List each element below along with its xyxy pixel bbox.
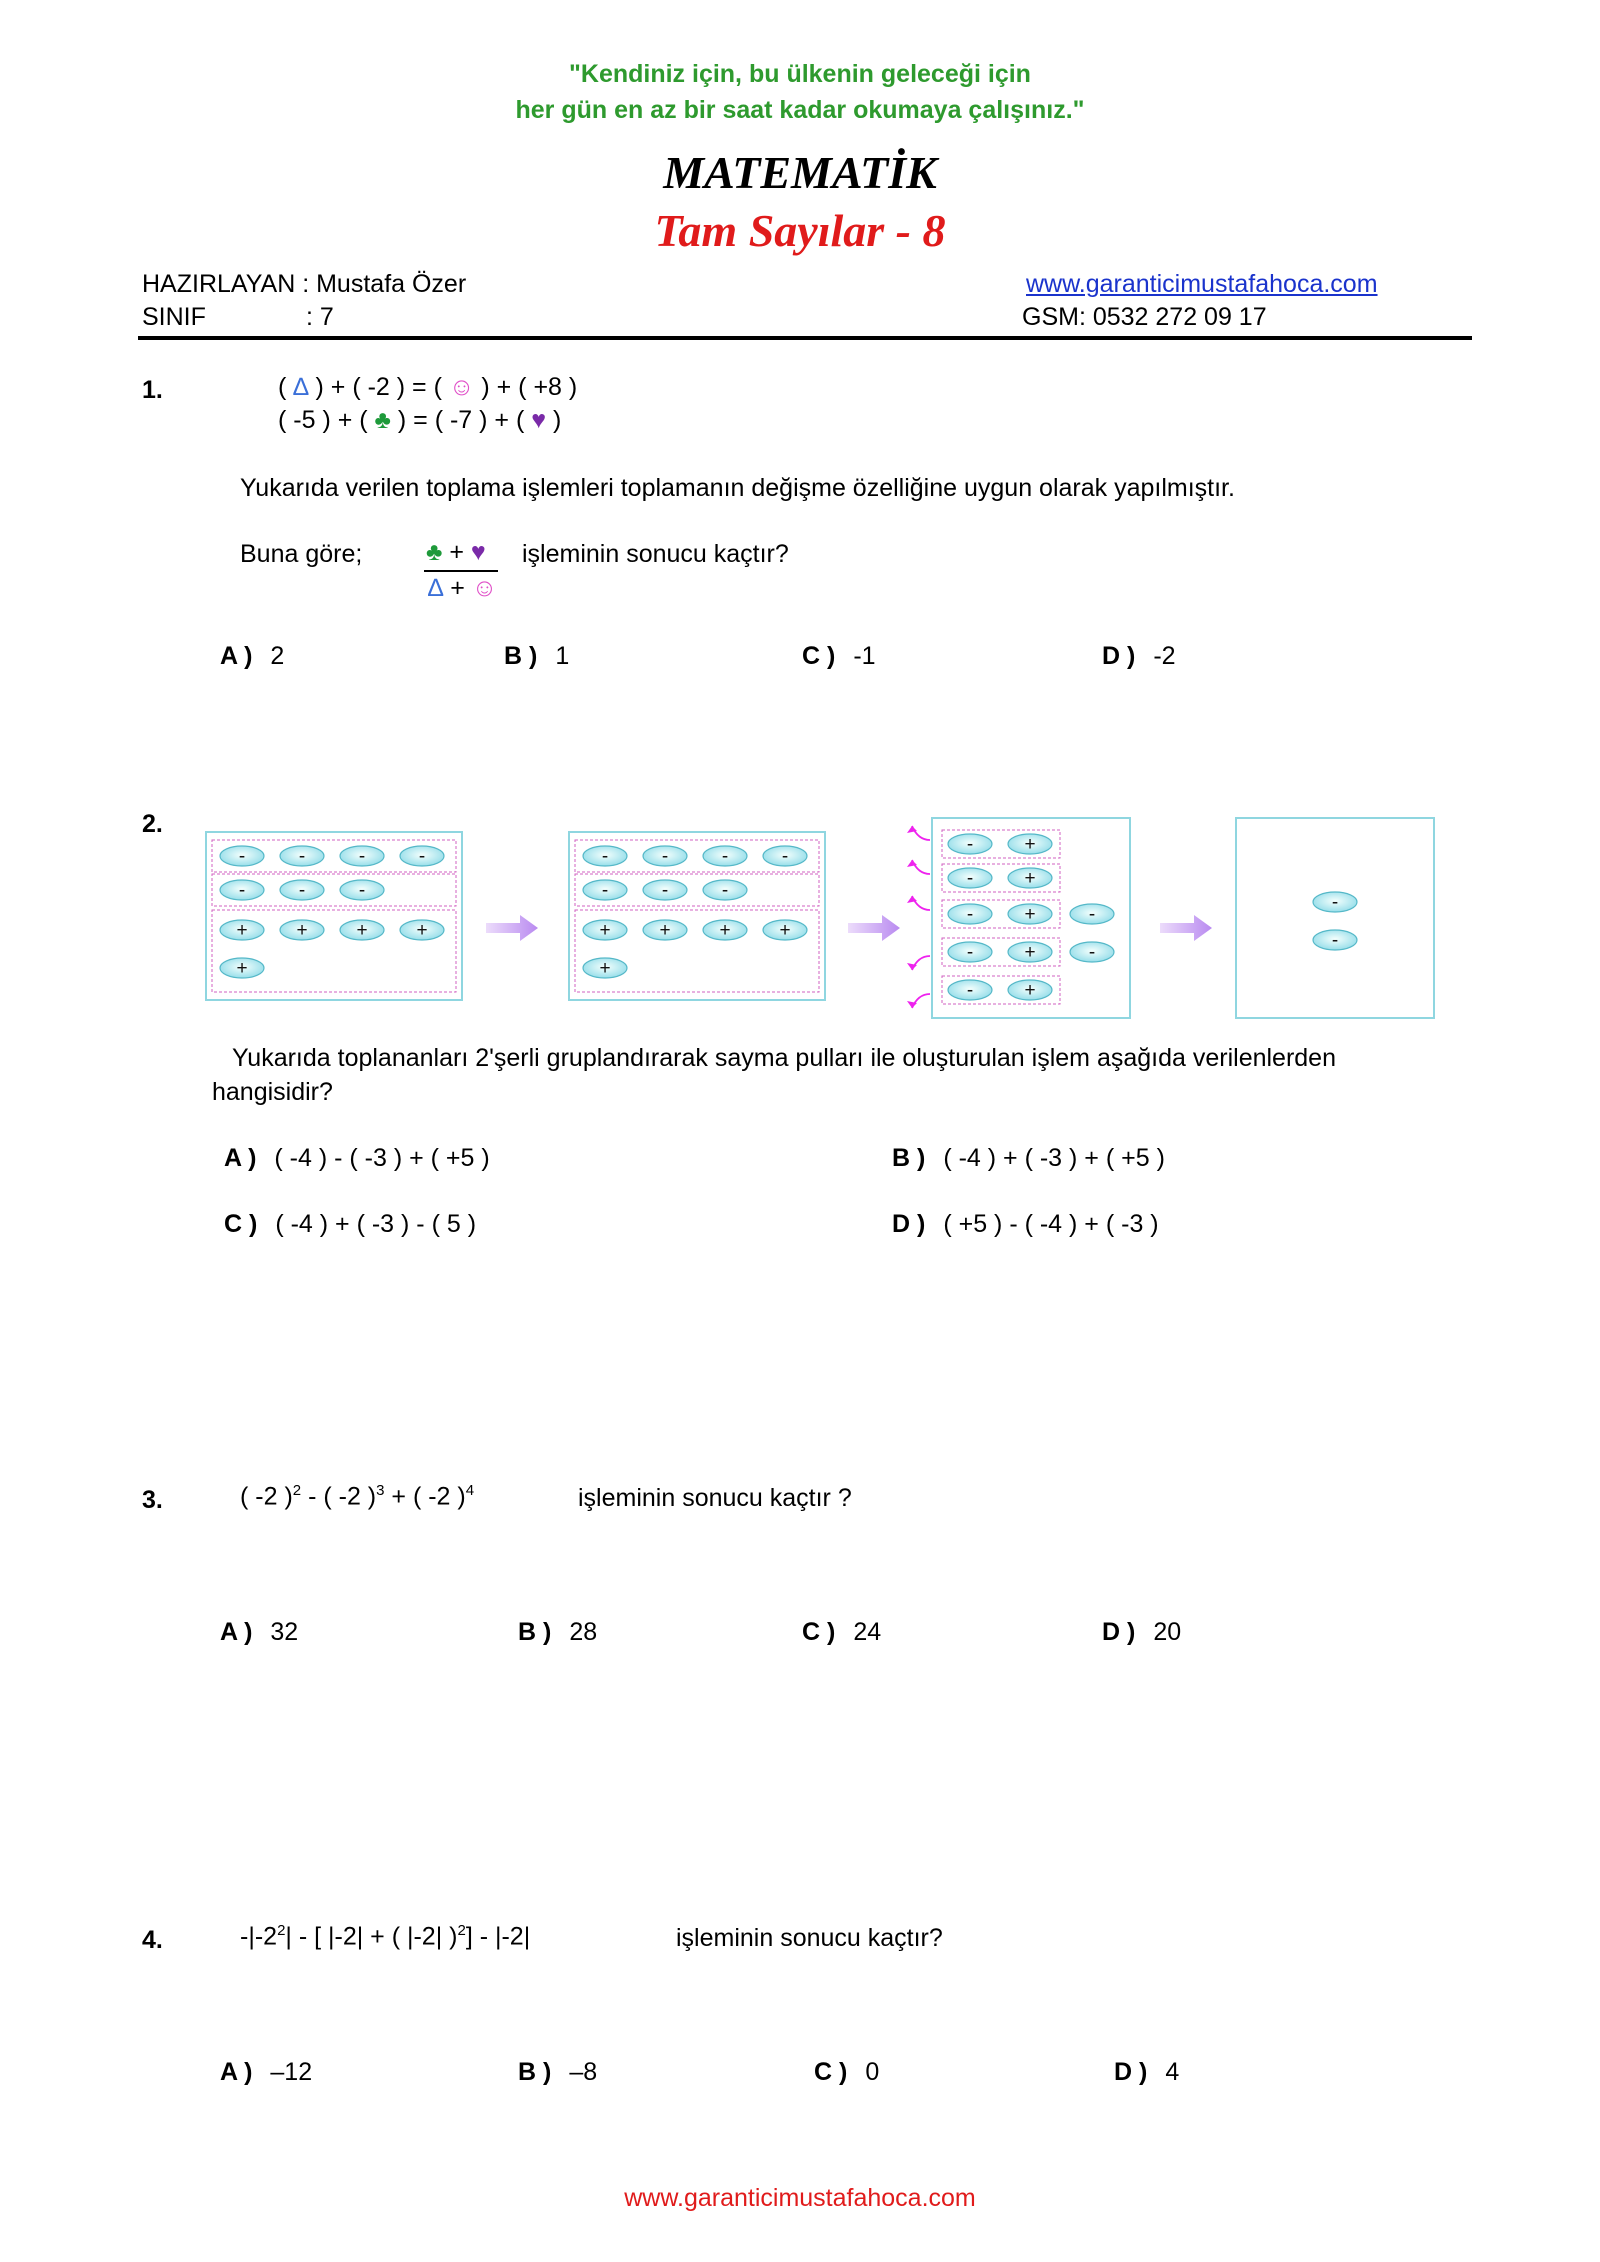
chip-sign-label: - (1088, 904, 1096, 925)
right-arrow-icon (848, 915, 900, 941)
chip-sign-label: - (238, 880, 246, 901)
question-number-2: 2. (142, 810, 163, 838)
chip-sign-label: + (779, 920, 791, 941)
curved-arrow-icon (912, 896, 930, 910)
gsm-number: GSM: 0532 272 09 17 (1022, 303, 1267, 331)
q2-text-line-2: hangisidir? (212, 1078, 333, 1106)
chip-sign-label: + (1024, 904, 1036, 925)
chip-sign-label: - (661, 846, 669, 867)
q3-option-c[interactable]: C ) 24 (802, 1618, 882, 1646)
chip-sign-label: + (599, 958, 611, 979)
chip-sign-label: - (661, 880, 669, 901)
question-number-4: 4. (142, 1926, 163, 1954)
chip-sign-label: + (659, 920, 671, 941)
counting-chips-diagram (190, 790, 1450, 1030)
chip-sign-label: - (721, 846, 729, 867)
q2-option-b[interactable]: B ) ( -4 ) + ( -3 ) + ( +5 ) (892, 1144, 1165, 1172)
q1-fraction-numerator: ♣ + ♥ (426, 538, 486, 566)
page-title: MATEMATİK (663, 147, 937, 198)
q4-option-c[interactable]: C ) 0 (814, 2058, 880, 2086)
q1-equation-1: ( ∆ ) + ( -2 ) = ( ☺ ) + ( +8 ) (278, 373, 578, 401)
chip-sign-label: + (356, 920, 368, 941)
curved-arrow-icon (912, 994, 930, 1008)
chip-sign-label: - (1331, 930, 1339, 951)
q1-fraction-bar (424, 570, 498, 572)
q2-option-c[interactable]: C ) ( -4 ) + ( -3 ) - ( 5 ) (224, 1210, 477, 1238)
triangle-symbol: ∆ (293, 373, 309, 401)
q1-equation-2: ( -5 ) + ( ♣ ) = ( -7 ) + ( ♥ ) (278, 406, 562, 434)
q3-question: işleminin sonucu kaçtır ? (578, 1484, 852, 1512)
chip-sign-label: + (236, 920, 248, 941)
chip-sign-label: + (719, 920, 731, 941)
chip-sign-label: - (601, 846, 609, 867)
curved-arrow-icon (912, 956, 930, 970)
chip-sign-label: - (721, 880, 729, 901)
chip-panel-4 (1236, 818, 1434, 1018)
class-label: SINIF (142, 303, 206, 331)
q1-text: Yukarıda verilen toplama işlemleri toplamanın değişme özelliğine uygun olarak yapılmıştır. (240, 474, 1235, 502)
q3-option-d[interactable]: D ) 20 (1102, 1618, 1182, 1646)
page-subtitle: Tam Sayılar - 8 (654, 205, 946, 256)
chip-sign-label: - (358, 846, 366, 867)
author-label: HAZIRLAYAN : Mustafa Özer (142, 270, 467, 298)
q4-question: işleminin sonucu kaçtır? (676, 1924, 943, 1952)
chip-sign-label: + (599, 920, 611, 941)
q1-fraction-denominator: ∆ + ☺ (428, 574, 498, 602)
chip-sign-label: + (1024, 868, 1036, 889)
chip-sign-label: - (1088, 942, 1096, 963)
q1-option-b[interactable]: B ) 1 (504, 642, 570, 670)
website-link[interactable]: www.garanticimustafahoca.com (1026, 270, 1378, 298)
chip-sign-label: + (1024, 942, 1036, 963)
q1-option-d[interactable]: D ) -2 (1102, 642, 1176, 670)
chip-sign-label: - (298, 846, 306, 867)
question-number-1: 1. (142, 376, 163, 404)
q1-prompt: Buna göre; (240, 540, 363, 568)
q3-option-a[interactable]: A ) 32 (220, 1618, 299, 1646)
quote-line-1: "Kendiniz için, bu ülkenin geleceği için (569, 60, 1031, 88)
chip-sign-label: - (358, 880, 366, 901)
chip-sign-label: - (966, 834, 974, 855)
q4-option-b[interactable]: B ) –8 (518, 2058, 598, 2086)
chip-sign-label: + (1024, 980, 1036, 1001)
right-arrow-icon (486, 915, 538, 941)
smiley-symbol: ☺ (448, 373, 475, 401)
chip-sign-label: + (236, 958, 248, 979)
chip-sign-label: - (966, 980, 974, 1001)
q2-option-a[interactable]: A ) ( -4 ) - ( -3 ) + ( +5 ) (224, 1144, 490, 1172)
q1-option-c[interactable]: C ) -1 (802, 642, 876, 670)
chip-sign-label: - (966, 942, 974, 963)
q1-question: işleminin sonucu kaçtır? (522, 540, 789, 568)
class-value: : 7 (306, 303, 334, 331)
q1-option-a[interactable]: A ) 2 (220, 642, 285, 670)
header-divider (138, 336, 1472, 340)
q2-text-line-1: Yukarıda toplananları 2'şerli gruplandırarak sayma pulları ile oluşturulan işlem aşağıda verilenlerden (232, 1044, 1336, 1072)
right-arrow-icon (1160, 915, 1212, 941)
chip-sign-label: - (781, 846, 789, 867)
club-symbol: ♣ (374, 406, 391, 434)
chip-sign-label: - (238, 846, 246, 867)
question-number-3: 3. (142, 1486, 163, 1514)
q2-option-d[interactable]: D ) ( +5 ) - ( -4 ) + ( -3 ) (892, 1210, 1159, 1238)
chip-sign-label: + (1024, 834, 1036, 855)
chip-sign-label: - (298, 880, 306, 901)
q3-option-b[interactable]: B ) 28 (518, 1618, 598, 1646)
chip-sign-label: - (966, 868, 974, 889)
q4-option-a[interactable]: A ) –12 (220, 2058, 313, 2086)
heart-symbol: ♥ (531, 406, 547, 434)
q4-expression: $-|-2^2|$ - [ |-2| + ( |-2| )$^2$] - |-2| (240, 1922, 531, 1951)
quote-line-2: her gün en az bir saat kadar okumaya çalışınız." (515, 96, 1085, 124)
chip-sign-label: + (416, 920, 428, 941)
chip-sign-label: - (1331, 892, 1339, 913)
q4-option-d[interactable]: D ) 4 (1114, 2058, 1180, 2086)
curved-arrow-icon (912, 860, 930, 874)
chip-sign-label: + (296, 920, 308, 941)
q3-expression: ( -2 )$^2$ - ( -2 )$^3$ + ( -2 )$^4$ (240, 1482, 475, 1511)
chip-sign-label: - (601, 880, 609, 901)
footer-website[interactable]: www.garanticimustafahoca.com (624, 2184, 976, 2212)
chip-sign-label: - (418, 846, 426, 867)
chip-sign-label: - (966, 904, 974, 925)
curved-arrow-icon (912, 826, 930, 840)
